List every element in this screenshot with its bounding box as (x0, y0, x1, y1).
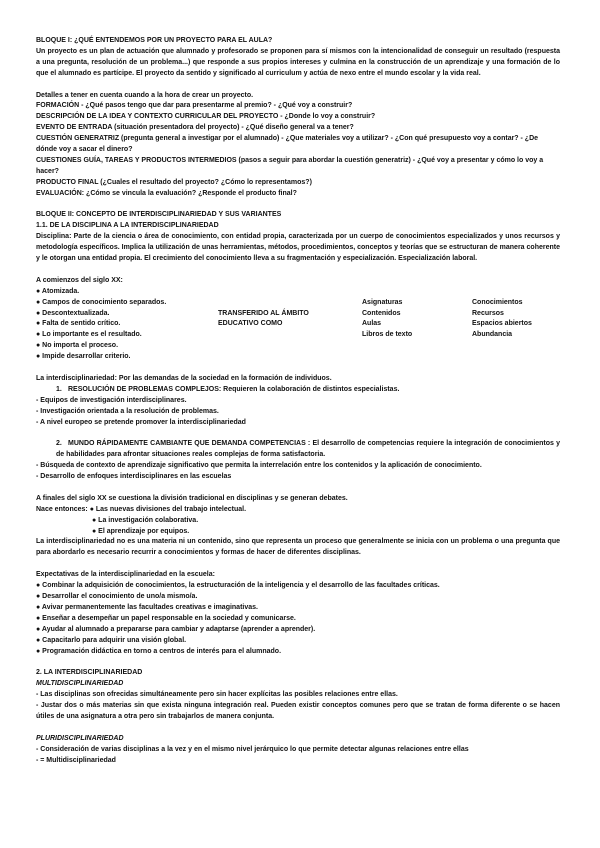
detail-item: FORMACIÓN - ¿Qué pasos tengo que dar para presentarme al premio? - ¿Qué voy a construir? (36, 102, 353, 110)
project-definition: Un proyecto es un plan de actuación que alumnado y profesorado se proponen para sí mismos con la intencionalidad de conseguir un resultado (respuesta a una pregunta, resolución de un problema...) que responde a sus propios intereses y culmina en la construcción de un aprendizaje y una formación de lo que el alumnado es partícipe. El proyecto da sentido y significado al curriculum y actúa de nexo entre el mundo escolar y la vida real. (36, 47, 560, 77)
table-cell: EDUCATIVO COMO (218, 320, 283, 328)
detail-item: CUESTIÓN GENERATRIZ (pregunta general a investigar por el alumnado) - ¿Que materiales voy a utilizar? - ¿Con qué presupuesto voy a contar? - ¿De dónde voy a sacar el dinero? (36, 135, 539, 154)
detail-item: EVALUACIÓN: ¿Cómo se vincula la evaluación? ¿Responde el producto final? (36, 189, 297, 197)
list-item: ● Desarrollar el conocimiento de uno/a mismo/a. (36, 593, 198, 600)
detail-item: DESCRIPCIÓN DE LA IDEA Y CONTEXTO CURRICULAR DEL PROYECTO - ¿Donde lo voy a construir? (36, 113, 376, 121)
list-item: - = Multidisciplinariedad (36, 756, 116, 764)
list-item: ● Avivar permanentemente las facultades creativas e imaginativas. (36, 603, 258, 611)
list-item: ● El aprendizaje por equipos. (92, 527, 190, 535)
interdisciplinarity-line: La interdisciplinariedad: Por las demandas de la sociedad en la formación de individuos. (36, 374, 332, 382)
end-century-line: A finales del siglo XX se cuestiona la división tradicional en disciplinas y se generan debates. (36, 494, 348, 502)
list-item: - Justar dos o más materias sin que exista ninguna integración real. Pueden existir conceptos comunes pero que se tratan de forma diferente o se hacen útiles de una asignatura a otra pero sin trabajarlos de manera conjunta. (36, 702, 560, 720)
detail-item: CUESTIONES GUÍA, TAREAS Y PRODUCTOS INTERMEDIOS (pasos a seguir para abordar la cuestión generatriz) - ¿Qué voy a presentar y cómo lo voy a hacer? (36, 156, 544, 175)
block-2-title: BLOQUE II: CONCEPTO DE INTERDISCIPLINARIEDAD Y SUS VARIANTES (36, 211, 282, 219)
list-item: - Las disciplinas son ofrecidas simultáneamente pero sin hacer explícitas las posibles relaciones entre ellas. (36, 691, 398, 699)
interdisciplinarity-definition: La interdisciplinariedad no es una materia ni un contenido, sino que representa un proceso que generalmente se inicia con un problema o una pregunta que para abordarlo es necesario recurrir a conocimientos y formas de hacer de diferentes disciplinas. (36, 538, 560, 557)
discipline-table (36, 287, 560, 363)
multidisciplinarity-title: MULTIDISCIPLINARIEDAD (36, 680, 124, 688)
list-item: - Consideración de varias disciplinas a la vez y en el mismo nivel jerárquico lo que permite detectar algunas relaciones entre ellas (36, 745, 469, 753)
table-cell: Asignaturas (362, 298, 403, 306)
block-1-title: BLOQUE I: ¿QUÉ ENTENDEMOS POR UN PROYECTO PARA EL AULA? (36, 37, 273, 44)
list-item: ● Ayudar al alumnado a prepararse para cambiar y adaptarse (aprender a aprender). (36, 625, 316, 633)
detail-item: PRODUCTO FINAL (¿Cuales el resultado del proyecto? ¿Cómo lo representamos?) (36, 178, 312, 186)
details-list (36, 101, 560, 199)
table-cell: ● Descontextualizada. (36, 309, 110, 317)
pluridisciplinarity-title: PLURIDISCIPLINARIEDAD (36, 734, 124, 742)
detail-item: EVENTO DE ENTRADA (situación presentadora del proyecto) - ¿Qué diseño general va a tener? (36, 124, 354, 132)
table-cell: Conocimientos (472, 298, 523, 306)
list-item: - Equipos de investigación interdisciplinares. (36, 396, 187, 404)
list-item: ● Enseñar a desempeñar un papel responsable en la sociedad y comunicarse. (36, 614, 296, 622)
table-cell: Aulas (362, 320, 382, 328)
table-cell: Recursos (472, 309, 504, 317)
table-cell: TRANSFERIDO AL ÁMBITO (218, 309, 309, 317)
section-2-title: 2. LA INTERDISCIPLINARIEDAD (36, 669, 143, 677)
table-cell: Abundancia (472, 331, 513, 339)
list-item: - Investigación orientada a la resolución de problemas. (36, 407, 219, 415)
list-item: ● La investigación colaborativa. (92, 516, 199, 524)
table-cell: ● Falta de sentido crítico. (36, 320, 121, 328)
list-item: ● Programación didáctica en torno a centros de interés para el alumnado. (36, 647, 282, 655)
numbered-point-2: 2. MUNDO RÁPIDAMENTE CAMBIANTE QUE DEMANDA COMPETENCIAS : El desarrollo de competencias requiere la integración de conocimientos y de habilidades para afrontar situaciones reales complejas de forma satisfactoria. (56, 440, 561, 459)
nace-entonces: Nace entonces: ● Las nuevas divisiones del trabajo intelectual. (36, 505, 247, 513)
table-cell: ● Atomizada. (36, 287, 80, 295)
table-cell: ● Lo importante es el resultado. (36, 331, 142, 339)
list-item: - A nivel europeo se pretende promover la interdisciplinariedad (36, 418, 246, 426)
expectations-heading: Expectativas de la interdisciplinariedad en la escuela: (36, 571, 215, 579)
details-heading: Detalles a tener en cuenta cuando a la hora de crear un proyecto. (36, 91, 254, 99)
table-cell: ● No importa el proceso. (36, 342, 119, 350)
list-item: - Desarrollo de enfoques interdisciplinares en las escuelas (36, 473, 232, 481)
discipline-definition: Disciplina: Parte de la ciencia o área de conocimiento, con entidad propia, caracterizada por un cuerpo de conocimientos especializados y unos recursos y metodología específicos. Implica la utilización de unas herramientas, métodos, procedimientos, conceptos y teorías que se estructuran de manera coherente y le otorgan una entidad propia. El crecimiento del conocimiento lleva a su fragmentación y especialización. Especialización laboral. (36, 233, 560, 263)
table-cell: Libros de texto (362, 331, 413, 339)
numbered-point-1: 1. RESOLUCIÓN DE PROBLEMAS COMPLEJOS: Requieren la colaboración de distintos especialistas. (56, 385, 400, 393)
table-cell: Espacios abiertos (472, 320, 532, 328)
list-item: ● Capacitarlo para adquirir una visión global. (36, 636, 187, 644)
section-1-1-title: 1.1. DE LA DISCIPLINA A LA INTERDISCIPLINARIEDAD (36, 222, 219, 230)
table-cell: ● Campos de conocimiento separados. (36, 298, 167, 306)
list-item: - Búsqueda de contexto de aprendizaje significativo que permita la interrelación entre los contenidos y la aplicación de conocimiento. (36, 462, 482, 470)
list-item: ● Combinar la adquisición de conocimientos, la estructuración de la inteligencia y el desarrollo de las facultades críticas. (36, 582, 440, 590)
table-cell: ● Impide desarrollar criterio. (36, 353, 131, 361)
xx-century-heading: A comienzos del siglo XX: (36, 276, 123, 284)
table-cell: Contenidos (362, 309, 401, 317)
